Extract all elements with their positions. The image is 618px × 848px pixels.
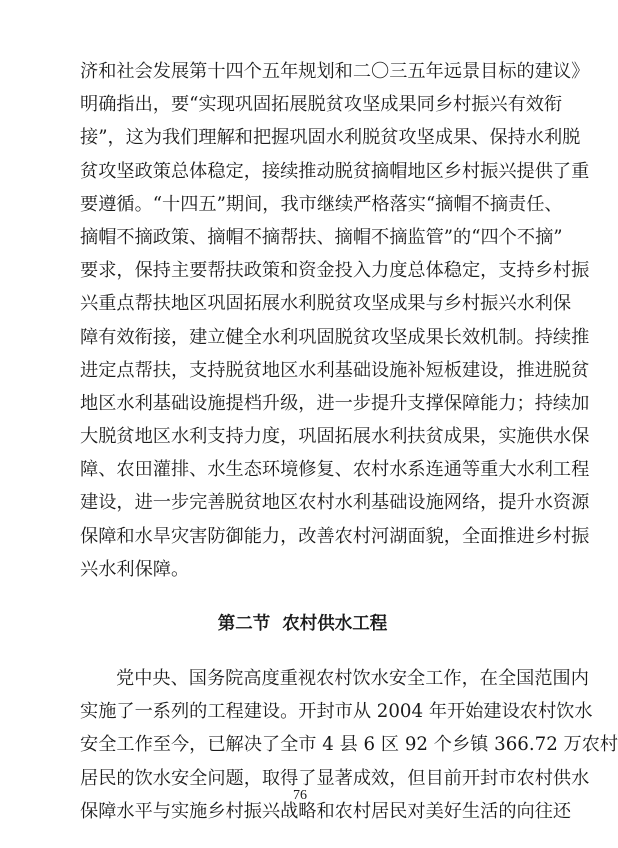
text-line: 摘帽不摘政策、摘帽不摘帮扶、摘帽不摘监管”的“四个不摘” xyxy=(80,226,563,248)
text-line: 保障水平与实施乡村振兴战略和农村居民对美好生活的向往还 xyxy=(80,800,572,822)
text-line: 居民的饮水安全问题，取得了显著成效，但目前开封市农村供水 xyxy=(80,767,590,789)
spacer xyxy=(80,652,525,662)
text-line: 进定点帮扶，支持脱贫地区水利基础设施补短板建设，推进脱贫 xyxy=(80,359,590,381)
text-line: 兴重点帮扶地区巩固拓展水利脱贫攻坚成果与乡村振兴水利保 xyxy=(80,293,572,315)
text-line: 贫攻坚政策总体稳定，接续推动脱贫摘帽地区乡村振兴提供了重 xyxy=(80,160,590,182)
text-line: 保障和水旱灾害防御能力，改善农村河湖面貌，全面推进乡村振 xyxy=(80,525,590,547)
text-line: 党中央、国务院高度重视农村饮水安全工作，在全国范围内 xyxy=(116,668,589,689)
text-line: 要求，保持主要帮扶政策和资金投入力度总体稳定，支持乡村振 xyxy=(80,260,590,282)
paragraph-1 xyxy=(80,55,590,586)
text-line: 大脱贫地区水利支持力度，巩固拓展水利扶贫成果，实施供水保 xyxy=(80,426,590,448)
text-line: 实施了一系列的工程建设。开封市从 2004 年开始建设农村饮水 xyxy=(80,701,593,723)
spacer xyxy=(80,586,525,596)
text-line: 明确指出，要“实现巩固拓展脱贫攻坚成果同乡村振兴有效衔 xyxy=(80,94,563,116)
section-heading: 第二节 农村供水工程 xyxy=(217,614,388,634)
text-line: 障有效衔接，建立健全水利巩固脱贫攻坚成果长效机制。持续推 xyxy=(80,326,590,348)
text-line: 接”，这为我们理解和把握巩固水利脱贫攻坚成果、保持水利脱 xyxy=(80,127,581,149)
text-line: 要遵循。“十四五”期间，我市继续严格落实“摘帽不摘责任、 xyxy=(80,193,563,215)
page-content xyxy=(80,55,618,828)
text-line: 安全工作至今，已解决了全市 4 县 6 区 92 个乡镇 366.72 万农村 xyxy=(80,734,618,756)
text-line: 障、农田灌排、水生态环境修复、农村水系连通等重大水利工程 xyxy=(80,459,590,481)
page-number: 76 xyxy=(293,788,307,803)
text-line: 地区水利基础设施提档升级，进一步提升支撑保障能力；持续加 xyxy=(80,392,590,414)
text-line: 建设，进一步完善脱贫地区农村水利基础设施网络，提升水资源 xyxy=(80,492,590,514)
text-line: 兴水利保障。 xyxy=(80,558,190,580)
text-line: 济和社会发展第十四个五年规划和二〇三五年远景目标的建议》 xyxy=(80,61,590,82)
